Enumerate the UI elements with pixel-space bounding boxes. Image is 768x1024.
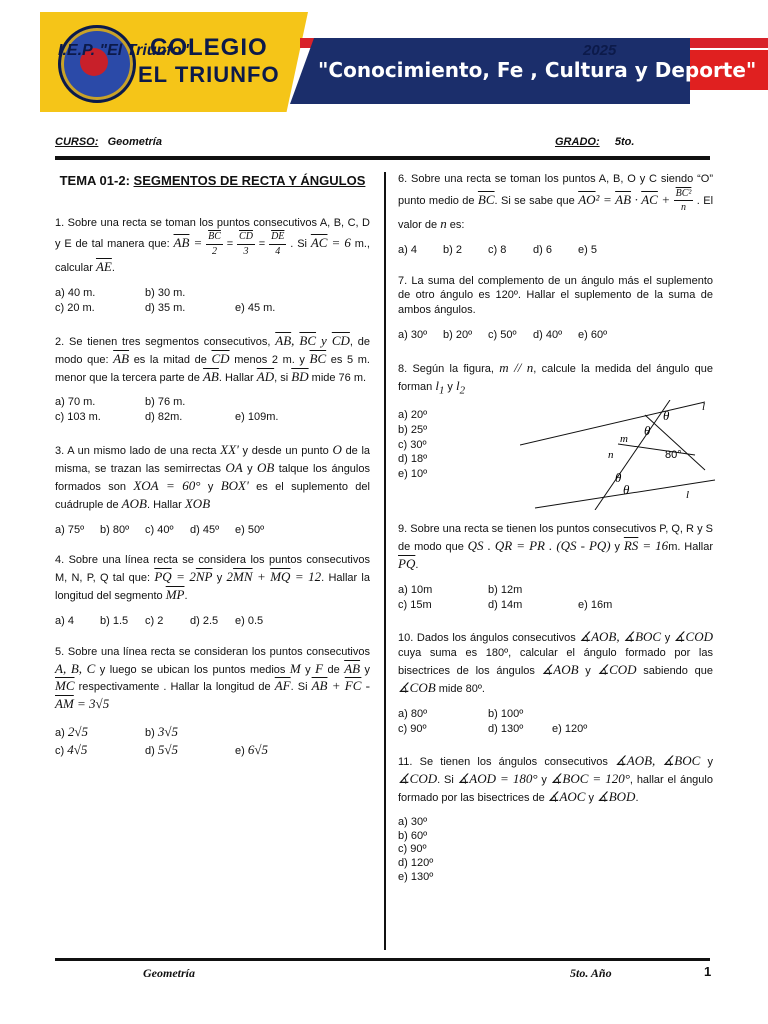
option-value: 6√5	[247, 741, 268, 757]
q2-text-c: es la mitad de	[133, 353, 207, 366]
q11-text-c: , hallar el ángulo formado por las bisectrices de	[398, 774, 713, 805]
option: a) 10m	[398, 583, 433, 596]
line-m	[595, 400, 670, 510]
option: a) 75º	[55, 523, 85, 536]
q5-text: 5. Sobre una línea recta se consideran los puntos consecutivos	[55, 645, 370, 658]
q10-options	[398, 707, 713, 737]
question-7: 7. La suma del complemento de un ángulo más el suplemento de otro ángulo es 120º. Hallar el suplemento de la suma de ambos ángulos.	[398, 274, 713, 317]
q5-text-c: respectivamente . Hallar la longitud de	[78, 681, 271, 694]
q8-text: 8. Según la figura,	[398, 362, 494, 375]
option: a) 80º	[398, 707, 428, 720]
option: c) 15m	[398, 598, 432, 611]
q7-options	[398, 328, 713, 343]
option: d) 40º	[533, 329, 563, 342]
option: c) 8	[488, 243, 507, 256]
q5-options	[55, 723, 370, 759]
line-transversal	[618, 444, 695, 455]
q10-text: 10. Dados los ángulos consecutivos	[398, 632, 576, 645]
question-2: 2. Se tienen tres segmentos consecutivos, $\overline{AB}$, $\overline{BC}$ y $\overline{CD}$, de modo que: $\overline{AB}$ es la mitad de $\overline{CD}$ menos 2 m. y $\overline{BC}$ es 5 m. menor que la tercera parte de $\overline{AB}$. Hallar $\overline{AD}$, si $\overline{BD}$ mide 76 m.	[55, 332, 370, 384]
option: d) 120º	[398, 857, 434, 870]
option: c) 2	[145, 614, 164, 627]
q4-text-b: . Hallar la longitud del segmento	[55, 572, 370, 603]
q10-text-c: sabiendo que	[643, 665, 713, 678]
q2-text-h: mide 76 m.	[311, 371, 367, 384]
option: b) 100º	[488, 707, 524, 720]
motto: "Conocimiento, Fe , Cultura y Deporte"	[318, 58, 757, 82]
option: a) 70 m.	[55, 396, 96, 409]
question-9: 9. Sobre una recta se tienen los puntos consecutivos P, Q, R y S de modo que QS . QR = PR . (QS - PQ) y $\overline{RS} = 16m$. Hallar $\overline{PQ}$.	[398, 523, 713, 571]
question-4: 4. Sobre una línea recta se considera los puntos consecutivos M, N, P, Q tal que: $\overline{PQ} = 2\overline{NP}$ y $2\overline{MN} + \overline{MQ} = 12$. Hallar la longitud del segmento $\overline{MP}$.	[55, 554, 370, 603]
option: e) 109m.	[235, 411, 279, 424]
option: e) 45 m.	[235, 302, 276, 315]
option-value: 4√5	[67, 741, 88, 757]
q1-text-b: . Si	[290, 238, 307, 251]
theta-label: θ	[615, 470, 622, 485]
option: b) 60º	[398, 829, 428, 842]
option: c) 20 m.	[55, 302, 95, 315]
q1-options	[55, 286, 370, 316]
q8-figure	[520, 400, 720, 510]
school-name-line1: COLEGIO	[150, 34, 268, 61]
option: c) 40º	[145, 523, 174, 536]
option: b) 20º	[443, 329, 473, 342]
q2-text-d: menos 2 m. y	[234, 353, 305, 366]
course-row	[55, 136, 655, 148]
option: c) 30º	[398, 438, 427, 451]
option-value: 3√5	[157, 724, 178, 740]
q6-text-d: es:	[449, 218, 465, 231]
q2-options	[55, 395, 370, 425]
q2-text-f: . Hallar	[218, 371, 254, 384]
question-8: 8. Según la figura, m // n, calcule la medida del ángulo que forman $l_1$ y $l_2$	[398, 359, 713, 397]
option: c) 103 m.	[55, 411, 101, 424]
theta-label: θ	[644, 423, 651, 438]
q10-text-b: cuya suma es 180º, calcular el ángulo formado por las bisectrices de los ángulos	[398, 647, 713, 678]
grado-value: 5to.	[614, 136, 635, 148]
q2-text-g: , si	[274, 371, 289, 384]
q1-text-c: m., calcular	[55, 238, 370, 275]
q6-text-c: . El valor de	[398, 194, 714, 231]
grado-label: GRADO:	[555, 136, 600, 148]
option: b) 1.5	[100, 614, 129, 627]
option: a) 4	[398, 243, 417, 256]
option: a) 30º	[398, 815, 428, 828]
q10-text-d: mide 80º.	[438, 682, 485, 695]
option: d) 130º	[488, 722, 524, 735]
option: b) 25º	[398, 423, 428, 436]
q6-text-b: . Si se sabe que	[494, 194, 575, 207]
option: a)	[55, 727, 65, 740]
q3-text-c: de la misma, se trazan las semirrectas	[55, 445, 371, 475]
q3-text-b: y desde un punto	[242, 445, 329, 458]
option: d) 6	[533, 243, 552, 256]
option: b) 30 m.	[145, 287, 186, 300]
footer-grade: 5to. Año	[570, 966, 612, 980]
option-value: 2√5	[67, 724, 88, 740]
q2-text-b: de modo que:	[55, 335, 370, 366]
q3-options	[55, 523, 370, 538]
option: d) 82m.	[145, 411, 183, 424]
question-6: 6. Sobre una recta se toman los puntos A, B, O y C siendo “O” punto medio de $\overline{BC}$. Si se sabe que $\overline{AO}^2 = \overline{AB} \cdot \overline{AC}$ + $\frac{\text{BC²}}{n}$ . El valor de n es:	[398, 173, 714, 231]
q3-text: 3. A un mismo lado de una recta	[55, 445, 217, 458]
question-3: 3. A un mismo lado de una recta XX' y desde un punto O de la misma, se trazan las semirrectas OA y OB talque los ángulos formados son XOA = 60° y BOX' es el suplemento del cuádruple de AOB. Hallar XOB	[55, 442, 371, 511]
q11-text-b: . Si	[437, 774, 454, 787]
q11-text: 11. Se tienen los ángulos consecutivos	[398, 756, 608, 769]
q9-text-b: m. Hallar	[668, 541, 713, 554]
q3-text-f: . Hallar	[146, 498, 182, 511]
page-number: 1	[704, 964, 712, 979]
option: d) 2.5	[190, 614, 219, 627]
year: 2025	[583, 42, 617, 59]
q3-text-d: talque los ángulos formados son	[55, 462, 370, 493]
title-prefix: TEMA 01-2:	[59, 173, 130, 188]
left-column	[55, 172, 370, 775]
option: e) 10º	[398, 468, 428, 481]
question-11: 11. Se tienen los ángulos consecutivos ∡AOB, ∡BOC y ∡COD. Si ∡AOD = 180° y ∡BOC = 120°, hallar el ángulo formado por las bisectrices de ∡AOC y ∡BOD.	[398, 753, 713, 805]
option: d) 45º	[190, 523, 220, 536]
option: c) 90º	[398, 722, 427, 735]
question-5: 5. Sobre una línea recta se consideran los puntos consecutivos A, B, C y luego se ubican los puntos medios M y F de $\overline{AB}$ y $\overline{MC}$ respectivamente . Hallar la longitud de $\overline{AF}$. Si $\overline{AB} + \overline{FC} - \overline{AM} = 3√5$	[55, 645, 371, 712]
option: d) 18º	[398, 453, 428, 466]
option: e) 50º	[235, 523, 265, 536]
q11-options	[398, 816, 713, 885]
option: a) 20º	[398, 408, 428, 421]
option: e) 120º	[552, 722, 588, 735]
option-value: 5√5	[157, 741, 178, 757]
l1-label: l	[686, 489, 690, 501]
option: c) 50º	[488, 329, 517, 342]
q2-text-e: es 5 m. menor que la tercera parte de	[55, 353, 370, 384]
option: b)	[145, 727, 155, 740]
q9-text: 9. Sobre una recta se tienen los puntos consecutivos P, Q, R y S de modo que	[398, 523, 713, 554]
option: e) 16m	[578, 598, 613, 611]
option: c) 90º	[398, 843, 427, 856]
q6-text: 6. Sobre una recta se toman los puntos A, B, O y C siendo “O” punto medio de	[398, 173, 713, 207]
option: d)	[145, 744, 155, 757]
option: e) 5	[578, 243, 597, 256]
curso-value: Geometría	[107, 136, 162, 148]
option: a) 4	[55, 614, 74, 627]
l2-label: l	[702, 401, 706, 413]
q8-text-b: , calcule la medida del ángulo que forman	[398, 362, 713, 393]
top-rule	[55, 156, 710, 160]
option: e) 0.5	[235, 614, 264, 627]
q4-text: 4. Sobre una línea recta se considera los puntos consecutivos M, N, P, Q tal que:	[55, 554, 370, 585]
q4-options	[55, 614, 370, 629]
theta-label: θ	[623, 482, 630, 497]
q2-text: 2. Se tienen tres segmentos consecutivos,	[55, 335, 271, 348]
footer-course: Geometría	[143, 966, 195, 980]
q9-options	[398, 583, 713, 613]
q6-options	[398, 243, 713, 258]
option: b) 80º	[100, 523, 130, 536]
option: e) 130º	[398, 870, 434, 883]
title-main: SEGMENTOS DE RECTA Y ÁNGULOS	[133, 173, 366, 188]
option: e)	[235, 744, 245, 757]
option: b) 12m	[488, 583, 523, 596]
column-divider	[384, 172, 386, 950]
right-column	[398, 172, 713, 901]
option: e) 60º	[578, 329, 608, 342]
angle-80-label: 80°	[665, 449, 682, 461]
option: a) 30º	[398, 329, 428, 342]
option: b) 76 m.	[145, 396, 186, 409]
page-title	[55, 172, 370, 190]
q5-text-d: . Si	[290, 681, 308, 694]
school-tag: I.E.P. "El Triunfo"	[58, 42, 190, 59]
q3-text-e: es el suplemento del cuádruple de	[55, 480, 370, 511]
option: a) 40 m.	[55, 287, 96, 300]
m-label: m	[620, 433, 628, 445]
q1-text: 1. Sobre una recta se toman los puntos consecutivos A, B, C, D y E de tal manera que:	[55, 216, 370, 251]
option: b) 2	[443, 243, 462, 256]
curso-label: CURSO:	[55, 136, 99, 148]
n-label: n	[608, 449, 614, 461]
question-1: 1. Sobre una recta se toman los puntos consecutivos A, B, C, D y E de tal manera que: $\overline{AB}$ = $\frac{\overline{BC}}{2}$ = $\frac{\overline{CD}}{3}$ = $\frac{\overline{DE}}{4}$ . Si $\overline{AC} = 6$ m., calcular $\overline{AE}$.	[55, 216, 370, 275]
school-name-line2: EL TRIUNFO	[138, 62, 280, 87]
question-10: 10. Dados los ángulos consecutivos ∡AOB, ∡BOC y ∡COD cuya suma es 180º, calcular el ángulo formado por las bisectrices de los ángulos ∡AOB y ∡COD sabiendo que ∡COB mide 80º.	[398, 629, 713, 695]
theta-label: θ	[663, 408, 670, 423]
option: c)	[55, 744, 65, 757]
option: d) 14m	[488, 598, 523, 611]
line-l2	[520, 402, 705, 445]
option: d) 35 m.	[145, 302, 186, 315]
q5-text-b: y luego se ubican los puntos medios	[99, 663, 286, 676]
bottom-rule	[55, 958, 710, 961]
line-n	[645, 415, 705, 470]
